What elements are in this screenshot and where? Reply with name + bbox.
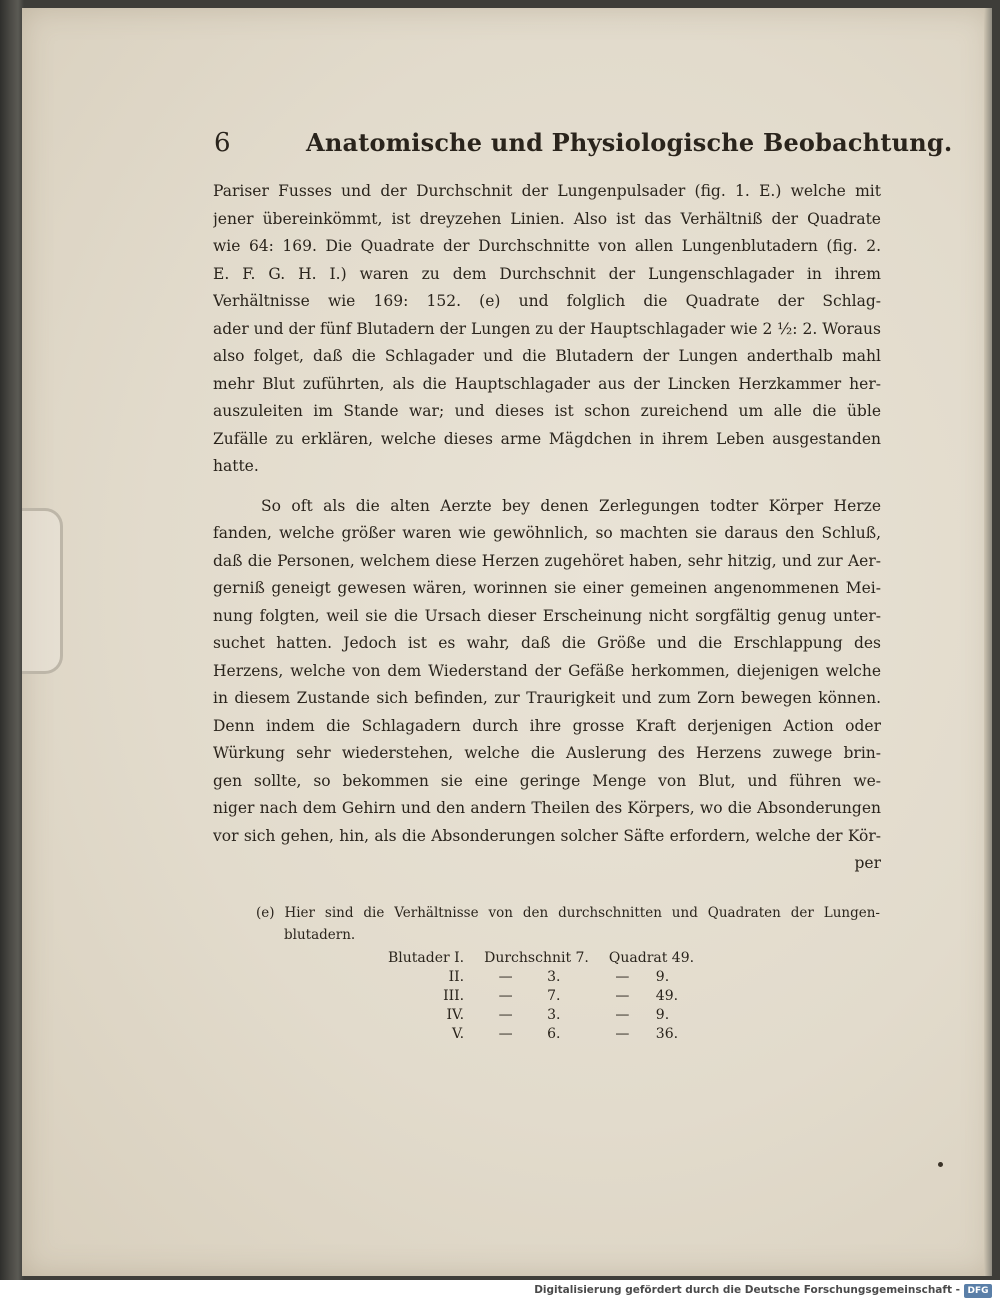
table-cell: — (615, 1026, 630, 1042)
text-line: suchet hatten. Jedoch ist es wahr, daß die Größe und die Erschlappung des (213, 634, 881, 652)
text-line: Denn indem die Schlagadern durch ihre grosse Kraft derjenigen Action oder (213, 716, 881, 735)
table-header-cell: Blutader I. (388, 950, 465, 966)
credit-bar (0, 1280, 1000, 1303)
table-cell: — (498, 1007, 513, 1023)
table-header-cell: Durchschnit 7. (484, 950, 589, 966)
text-line: hatte. (213, 457, 259, 475)
table-cell: 7. (547, 988, 561, 1004)
paragraph-1 (213, 178, 881, 481)
catchword: per (854, 854, 881, 872)
text-line: Würkung sehr wiederstehen, welche die Auslerung des Herzens zuwege brin- (213, 744, 881, 762)
table-row (378, 1025, 704, 1044)
text-line: So oft als die alten Aerzte bey denen Zerlegungen todter Körper Herze (261, 496, 881, 515)
table-cell: 9. (655, 1007, 670, 1023)
table-cell: V. (452, 1026, 465, 1042)
text-line: niger nach dem Gehirn und den andern Theilen des Körpers, wo die Absonderungen (213, 799, 881, 817)
footnote-line: (e) Hier sind die Verhältnisse von den durchschnitten und Quadraten der Lungen- (256, 905, 880, 921)
page-tab-marker (22, 508, 63, 674)
table-cell: II. (448, 969, 465, 985)
text-line: Verhältnisse wie 169: 152. (e) und folglich die Quadrate der Schlag- (213, 292, 881, 310)
page-number: 6 (214, 128, 231, 158)
text-line: ader und der fünf Blutadern der Lungen zu der Hauptschlagader wie 2 ½: 2. Woraus (213, 319, 881, 338)
text-line: vor sich gehen, hin, als die Absonderungen solcher Säfte erfordern, welche der Kör- (213, 826, 881, 845)
table-cell: — (498, 988, 513, 1004)
table-cell: — (615, 969, 630, 985)
table-cell: — (615, 988, 630, 1004)
text-line: auszuleiten im Stande war; und dieses ist schon zureichend um alle die üble (213, 402, 881, 420)
text-line: nung folgten, weil sie die Ursach dieser Erscheinung nicht sorgfältig genug unter- (213, 606, 881, 625)
text-line: E. F. G. H. I.) waren zu dem Durchschnit der Lungenschlagader in ihrem (213, 264, 881, 283)
page-header (214, 126, 953, 166)
page-edge (984, 8, 992, 1276)
ink-speck (938, 1162, 943, 1167)
text-line: fanden, welche größer waren wie gewöhnlich, so machten sie daraus den Schluß, (213, 524, 881, 542)
text-line: daß die Personen, welchem diese Herzen zugehöret haben, sehr hitzig, und zur Aer- (213, 551, 881, 570)
body-text (213, 178, 881, 878)
funding-credit: Digitalisierung gefördert durch die Deutsche Forschungsgemeinschaft - (534, 1284, 960, 1296)
table-cell: — (498, 1026, 513, 1042)
vein-ratio-table (378, 948, 704, 1044)
table-cell: 3. (547, 969, 561, 985)
text-line: jener übereinkömmt, ist dreyzehen Linien. Also ist das Verhältniß der Quadrate (213, 209, 881, 228)
text-line: gerniß geneigt gewesen wären, worinnen sie einer gemeinen angenommenen Mei- (213, 579, 881, 597)
table-row (378, 987, 704, 1006)
table-cell: — (615, 1007, 630, 1023)
text-line: Herzens, welche von dem Wiederstand der Gefäße herkommen, diejenigen welche (213, 661, 881, 680)
table-header-row (378, 948, 704, 968)
table-cell: — (498, 969, 513, 985)
paragraph-2 (213, 493, 881, 851)
text-line: mehr Blut zuführten, als die Hauptschlagader aus der Lincken Herzkammer her- (213, 374, 881, 393)
footnote-line: blutadern. (284, 927, 356, 943)
table-cell: IV. (446, 1007, 465, 1023)
paragraph-gap (213, 481, 881, 493)
table-cell: III. (443, 988, 465, 1004)
footnote (256, 902, 880, 1044)
table-row (378, 968, 704, 987)
table-cell: 6. (547, 1026, 561, 1042)
text-line: Pariser Fusses und der Durchschnit der Lungenpulsader (fig. 1. E.) welche mit (213, 182, 881, 200)
table-cell: 36. (655, 1026, 679, 1042)
text-line: gen sollte, so bekommen sie eine geringe Menge von Blut, und führen we- (213, 771, 881, 790)
text-line: Zufälle zu erklären, welche dieses arme Mägdchen in ihrem Leben ausgestanden (213, 429, 881, 448)
table-cell: 49. (655, 988, 679, 1004)
text-line: also folget, daß die Schlagader und die Blutadern der Lungen anderthalb mahl (213, 347, 881, 365)
text-line: wie 64: 169. Die Quadrate der Durchschnitte von allen Lungenblutadern (fig. 2. (213, 237, 881, 255)
running-head: Anatomische und Physiologische Beobachtung. (306, 128, 953, 157)
dfg-logo-icon: DFG (964, 1284, 992, 1298)
table-cell: 3. (547, 1007, 561, 1023)
text-line: in diesem Zustande sich befinden, zur Traurigkeit und zum Zorn bewegen können. (213, 689, 881, 707)
table-row (378, 1006, 704, 1025)
table-cell: 9. (655, 969, 670, 985)
table-header-cell: Quadrat 49. (608, 950, 695, 966)
